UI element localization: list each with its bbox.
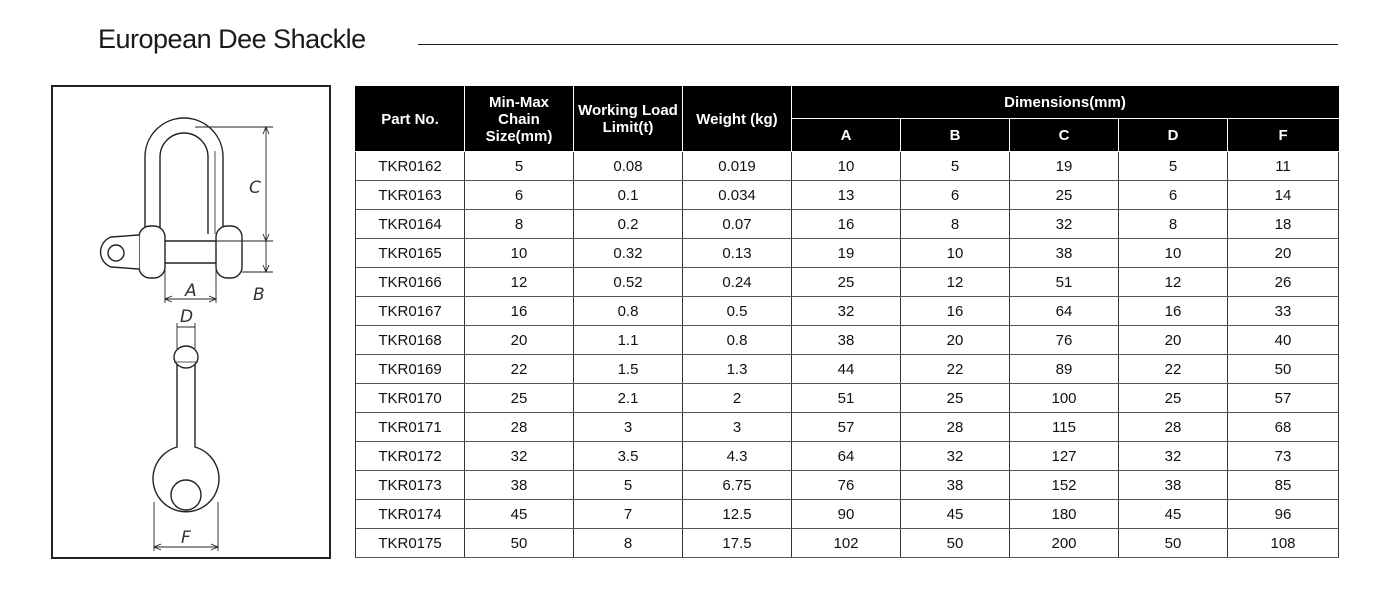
page-title: European Dee Shackle (98, 24, 366, 54)
table-row (356, 442, 1339, 471)
cell-dim-c: 25 (1010, 181, 1119, 210)
cell-dim-a: 64 (792, 442, 901, 471)
table-row (356, 500, 1339, 529)
cell-dim-b: 32 (901, 442, 1010, 471)
cell-dim-f: 96 (1228, 500, 1339, 529)
cell-working-load: 8 (574, 529, 683, 558)
cell-part-no: TKR0171 (356, 413, 465, 442)
shackle-spec-table (355, 86, 1339, 558)
dimension-label-d: D (180, 307, 194, 327)
cell-part-no: TKR0167 (356, 297, 465, 326)
header-dim-b: B (901, 119, 1010, 152)
header-dim-a: A (792, 119, 901, 152)
cell-part-no: TKR0168 (356, 326, 465, 355)
cell-dim-c: 180 (1010, 500, 1119, 529)
shackle-diagram (53, 87, 333, 561)
table-row (356, 181, 1339, 210)
cell-dim-a: 51 (792, 384, 901, 413)
table-row (356, 297, 1339, 326)
cell-dim-c: 19 (1010, 152, 1119, 181)
header-weight: Weight (kg) (683, 87, 792, 152)
cell-dim-b: 28 (901, 413, 1010, 442)
cell-working-load: 0.52 (574, 268, 683, 297)
cell-part-no: TKR0166 (356, 268, 465, 297)
cell-dim-f: 11 (1228, 152, 1339, 181)
cell-dim-b: 12 (901, 268, 1010, 297)
cell-dim-f: 85 (1228, 471, 1339, 500)
cell-working-load: 0.08 (574, 152, 683, 181)
cell-weight: 2 (683, 384, 792, 413)
cell-weight: 0.07 (683, 210, 792, 239)
cell-working-load: 1.5 (574, 355, 683, 384)
cell-dim-b: 16 (901, 297, 1010, 326)
cell-dim-b: 5 (901, 152, 1010, 181)
cell-working-load: 0.1 (574, 181, 683, 210)
table-row (356, 413, 1339, 442)
cell-dim-f: 26 (1228, 268, 1339, 297)
cell-dim-f: 68 (1228, 413, 1339, 442)
cell-weight: 0.019 (683, 152, 792, 181)
header-dim-d: D (1119, 119, 1228, 152)
cell-weight: 1.3 (683, 355, 792, 384)
cell-dim-b: 45 (901, 500, 1010, 529)
cell-working-load: 3 (574, 413, 683, 442)
cell-part-no: TKR0172 (356, 442, 465, 471)
cell-dim-a: 90 (792, 500, 901, 529)
cell-dim-b: 20 (901, 326, 1010, 355)
cell-dim-c: 51 (1010, 268, 1119, 297)
cell-dim-b: 38 (901, 471, 1010, 500)
cell-dim-f: 50 (1228, 355, 1339, 384)
cell-dim-d: 16 (1119, 297, 1228, 326)
cell-dim-f: 20 (1228, 239, 1339, 268)
cell-dim-d: 5 (1119, 152, 1228, 181)
cell-dim-b: 22 (901, 355, 1010, 384)
cell-dim-c: 32 (1010, 210, 1119, 239)
header-dimensions: Dimensions(mm) (792, 87, 1339, 119)
cell-weight: 17.5 (683, 529, 792, 558)
cell-chain-size: 6 (465, 181, 574, 210)
cell-dim-a: 76 (792, 471, 901, 500)
cell-dim-f: 40 (1228, 326, 1339, 355)
dimension-label-f: F (181, 528, 191, 548)
cell-weight: 3 (683, 413, 792, 442)
table-row (356, 326, 1339, 355)
table-row (356, 152, 1339, 181)
dimension-label-c: C (249, 178, 261, 198)
cell-dim-a: 13 (792, 181, 901, 210)
cell-dim-b: 8 (901, 210, 1010, 239)
header-working-load: Working Load Limit(t) (574, 87, 683, 152)
cell-part-no: TKR0173 (356, 471, 465, 500)
cell-dim-c: 76 (1010, 326, 1119, 355)
cell-part-no: TKR0175 (356, 529, 465, 558)
cell-chain-size: 32 (465, 442, 574, 471)
cell-dim-b: 25 (901, 384, 1010, 413)
cell-chain-size: 45 (465, 500, 574, 529)
table-row (356, 239, 1339, 268)
cell-dim-d: 38 (1119, 471, 1228, 500)
cell-chain-size: 12 (465, 268, 574, 297)
cell-dim-a: 19 (792, 239, 901, 268)
cell-dim-f: 33 (1228, 297, 1339, 326)
table-row (356, 268, 1339, 297)
cell-working-load: 1.1 (574, 326, 683, 355)
dimension-label-a: A (185, 281, 197, 301)
cell-chain-size: 10 (465, 239, 574, 268)
cell-dim-d: 50 (1119, 529, 1228, 558)
cell-dim-f: 57 (1228, 384, 1339, 413)
cell-chain-size: 38 (465, 471, 574, 500)
cell-weight: 0.034 (683, 181, 792, 210)
cell-dim-a: 38 (792, 326, 901, 355)
cell-dim-f: 14 (1228, 181, 1339, 210)
cell-chain-size: 5 (465, 152, 574, 181)
cell-dim-a: 16 (792, 210, 901, 239)
cell-dim-c: 89 (1010, 355, 1119, 384)
cell-weight: 0.24 (683, 268, 792, 297)
cell-working-load: 2.1 (574, 384, 683, 413)
cell-dim-c: 200 (1010, 529, 1119, 558)
cell-dim-a: 10 (792, 152, 901, 181)
cell-dim-a: 57 (792, 413, 901, 442)
header-dim-c: C (1010, 119, 1119, 152)
cell-dim-b: 6 (901, 181, 1010, 210)
cell-dim-f: 108 (1228, 529, 1339, 558)
table-row (356, 529, 1339, 558)
cell-dim-c: 115 (1010, 413, 1119, 442)
cell-dim-f: 73 (1228, 442, 1339, 471)
cell-weight: 0.5 (683, 297, 792, 326)
title-rule (418, 44, 1338, 45)
cell-dim-d: 25 (1119, 384, 1228, 413)
cell-dim-c: 127 (1010, 442, 1119, 471)
cell-working-load: 0.2 (574, 210, 683, 239)
cell-chain-size: 28 (465, 413, 574, 442)
cell-working-load: 0.8 (574, 297, 683, 326)
cell-part-no: TKR0174 (356, 500, 465, 529)
cell-dim-a: 44 (792, 355, 901, 384)
cell-dim-d: 10 (1119, 239, 1228, 268)
cell-part-no: TKR0163 (356, 181, 465, 210)
cell-working-load: 0.32 (574, 239, 683, 268)
cell-dim-c: 38 (1010, 239, 1119, 268)
cell-dim-a: 102 (792, 529, 901, 558)
table-row (356, 471, 1339, 500)
cell-chain-size: 22 (465, 355, 574, 384)
cell-dim-d: 22 (1119, 355, 1228, 384)
cell-part-no: TKR0165 (356, 239, 465, 268)
cell-chain-size: 16 (465, 297, 574, 326)
table-row (356, 210, 1339, 239)
cell-weight: 0.8 (683, 326, 792, 355)
table-row (356, 355, 1339, 384)
cell-dim-c: 152 (1010, 471, 1119, 500)
table-body (356, 152, 1339, 558)
cell-weight: 12.5 (683, 500, 792, 529)
cell-dim-d: 32 (1119, 442, 1228, 471)
cell-dim-c: 100 (1010, 384, 1119, 413)
cell-dim-d: 8 (1119, 210, 1228, 239)
cell-chain-size: 8 (465, 210, 574, 239)
cell-working-load: 5 (574, 471, 683, 500)
cell-part-no: TKR0169 (356, 355, 465, 384)
cell-working-load: 3.5 (574, 442, 683, 471)
cell-dim-c: 64 (1010, 297, 1119, 326)
cell-weight: 6.75 (683, 471, 792, 500)
cell-dim-d: 12 (1119, 268, 1228, 297)
cell-chain-size: 25 (465, 384, 574, 413)
cell-weight: 0.13 (683, 239, 792, 268)
cell-dim-b: 50 (901, 529, 1010, 558)
cell-part-no: TKR0162 (356, 152, 465, 181)
cell-part-no: TKR0170 (356, 384, 465, 413)
cell-dim-d: 28 (1119, 413, 1228, 442)
dimension-label-b: B (253, 285, 265, 305)
cell-weight: 4.3 (683, 442, 792, 471)
cell-dim-a: 25 (792, 268, 901, 297)
cell-dim-d: 20 (1119, 326, 1228, 355)
shackle-drawing (51, 85, 331, 559)
cell-dim-a: 32 (792, 297, 901, 326)
cell-dim-d: 45 (1119, 500, 1228, 529)
cell-chain-size: 50 (465, 529, 574, 558)
header-dim-f: F (1228, 119, 1339, 152)
header-chain-size: Min-Max Chain Size(mm) (465, 87, 574, 152)
cell-dim-f: 18 (1228, 210, 1339, 239)
cell-chain-size: 20 (465, 326, 574, 355)
cell-dim-b: 10 (901, 239, 1010, 268)
cell-working-load: 7 (574, 500, 683, 529)
table-row (356, 384, 1339, 413)
header-part-no: Part No. (356, 87, 465, 152)
cell-part-no: TKR0164 (356, 210, 465, 239)
cell-dim-d: 6 (1119, 181, 1228, 210)
